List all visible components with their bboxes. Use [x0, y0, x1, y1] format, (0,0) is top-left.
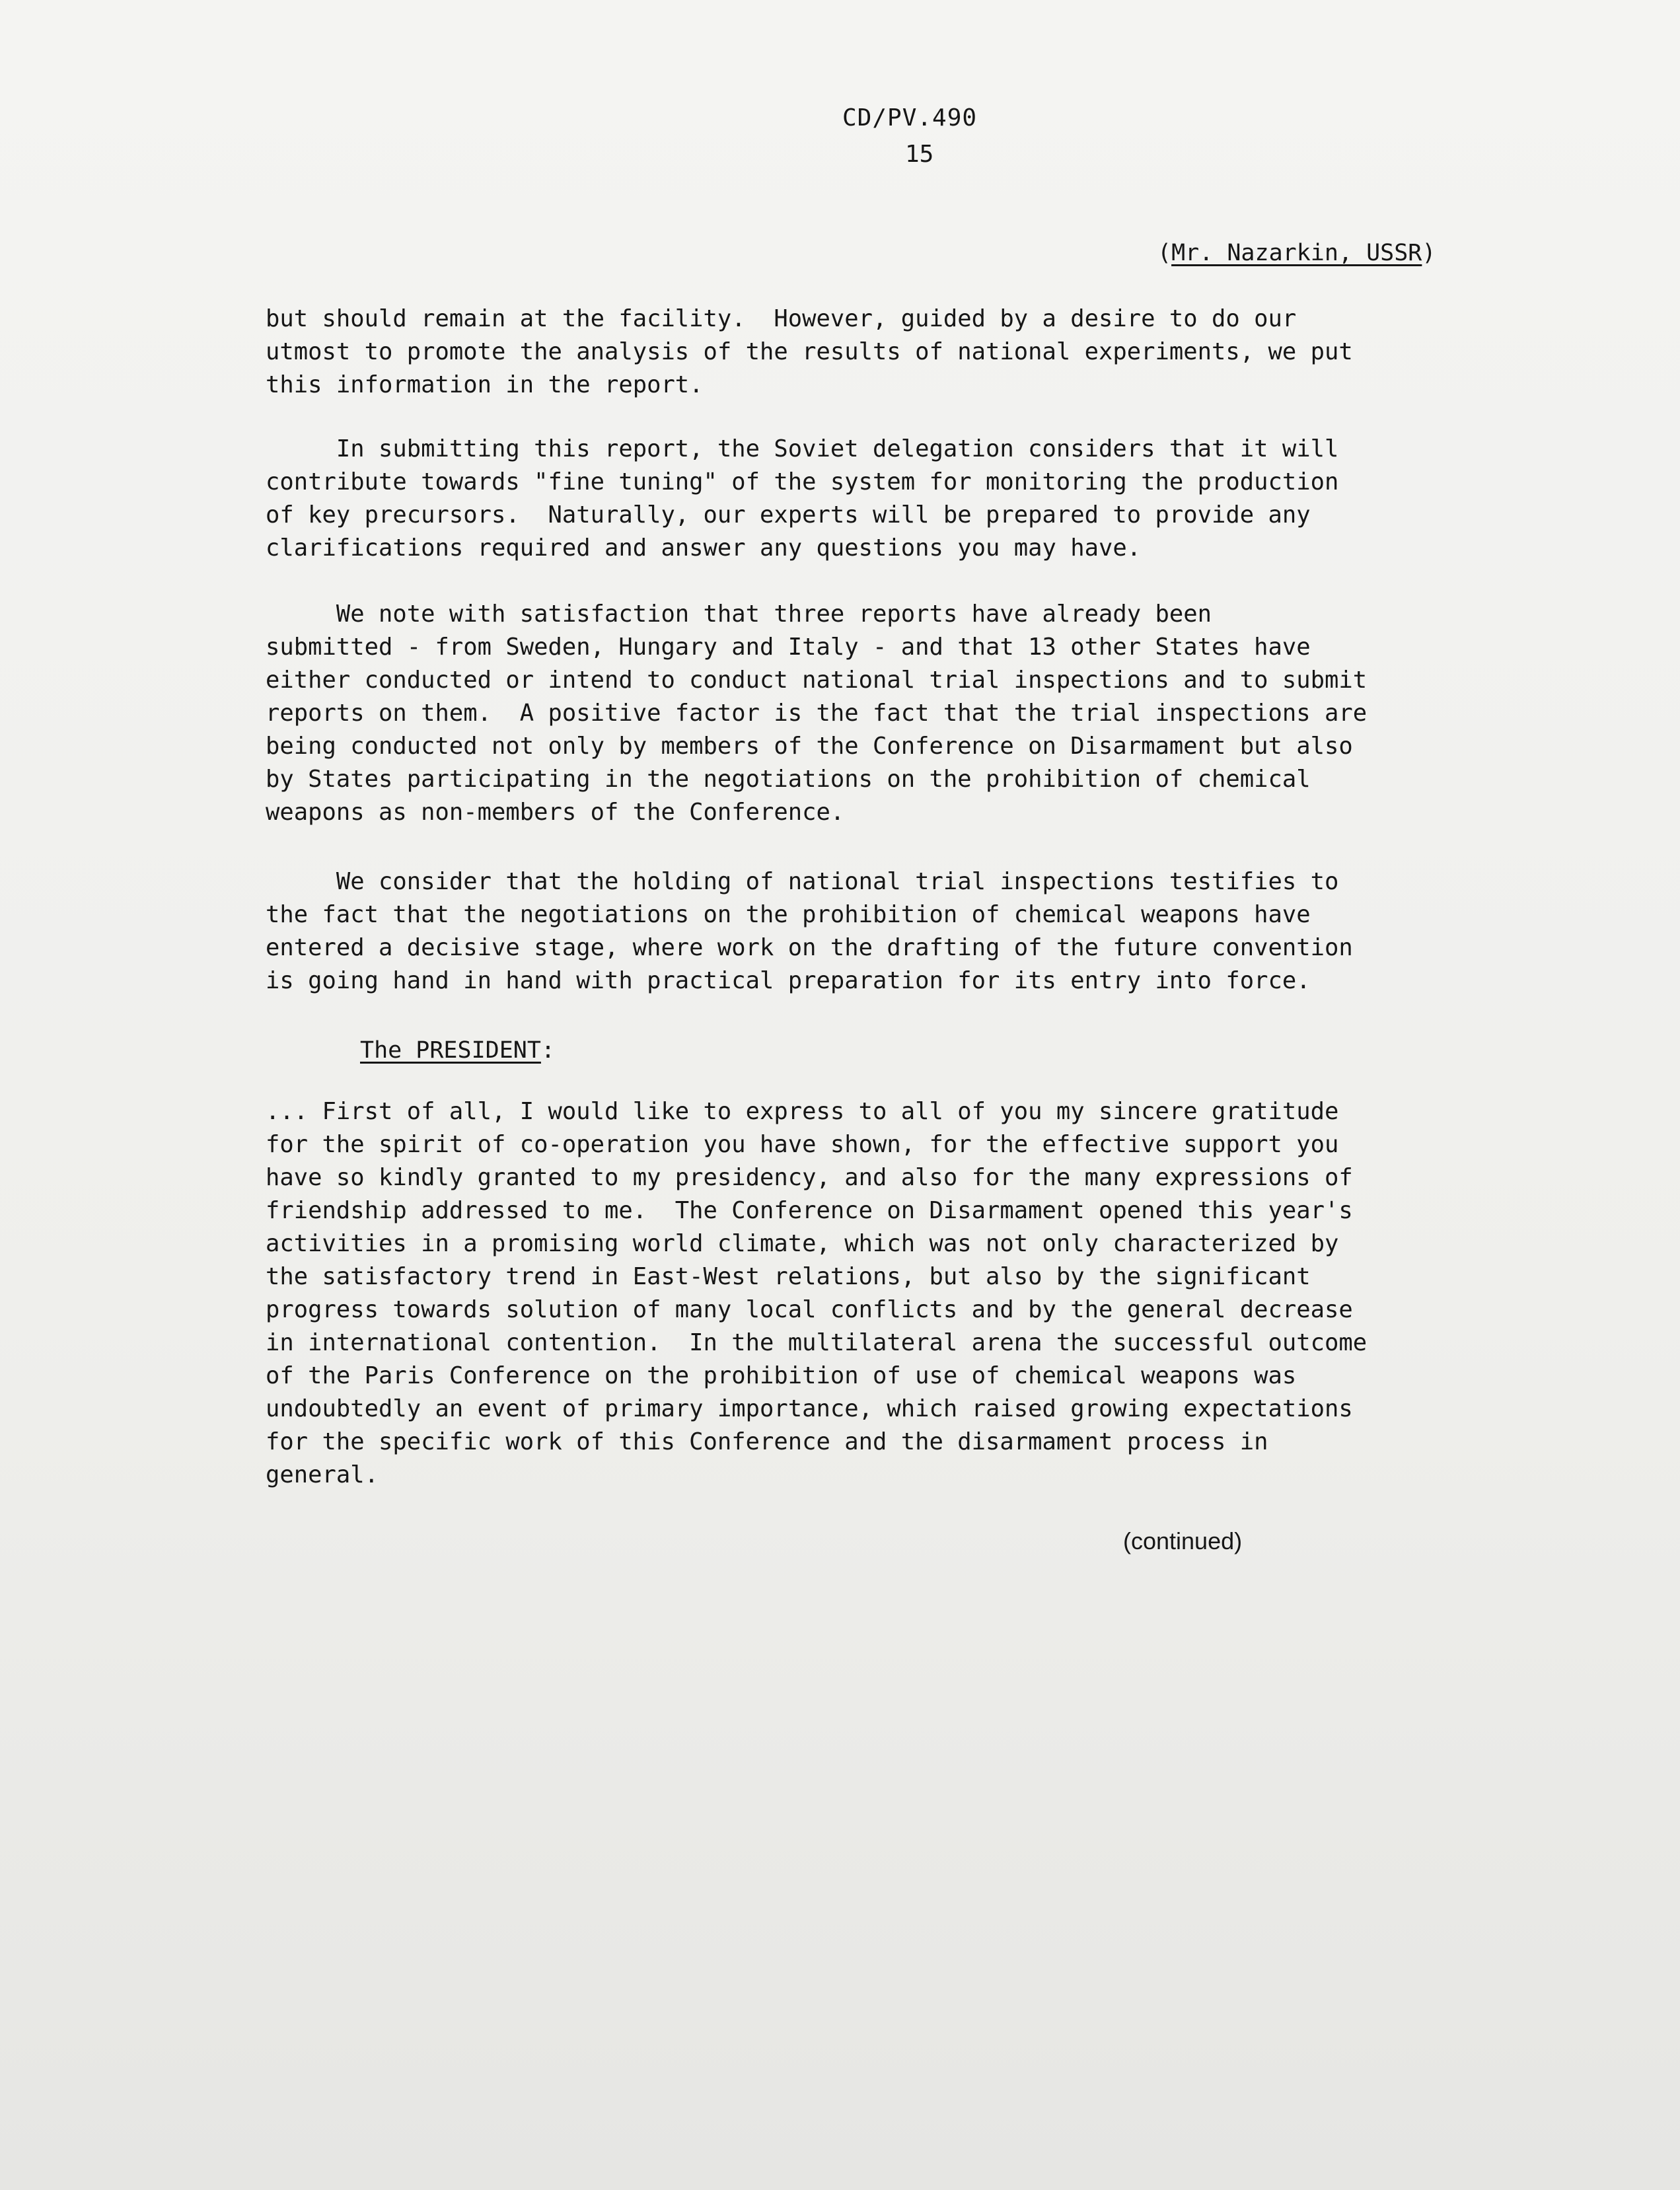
text-line: the satisfactory trend in East-West relations, but also by the significant	[266, 1263, 1311, 1290]
text-line: either conducted or intend to conduct national trial inspections and to submit	[266, 667, 1368, 694]
text-line: activities in a promising world climate, which was not only characterized by	[266, 1230, 1339, 1257]
text-line: We consider that the holding of national trial inspections testifies to	[266, 868, 1339, 895]
text-line: in international contention. In the multilateral arena the successful outcome	[266, 1329, 1368, 1356]
text-line: of the Paris Conference on the prohibition of use of chemical weapons was	[266, 1362, 1297, 1389]
president-colon: :	[540, 1037, 556, 1064]
speaker-attribution	[1157, 240, 1436, 266]
text-line: by States participating in the negotiations on the prohibition of chemical	[266, 766, 1311, 793]
text-line: ... First of all, I would like to express to all of you my sincere gratitude	[266, 1098, 1339, 1125]
paragraph-1	[266, 303, 1600, 402]
text-line: general.	[266, 1461, 379, 1488]
text-line: weapons as non-members of the Conference.	[266, 799, 845, 826]
speaker-close-paren: )	[1422, 240, 1436, 266]
president-heading	[360, 1037, 555, 1064]
president-label: The PRESIDENT	[360, 1037, 541, 1064]
page-number: 15	[905, 141, 934, 168]
text-line: but should remain at the facility. However, guided by a desire to do our	[266, 305, 1297, 332]
text-line: entered a decisive stage, where work on the drafting of the future convention	[266, 934, 1353, 961]
paragraph-3	[266, 598, 1600, 829]
text-line: utmost to promote the analysis of the results of national experiments, we put	[266, 338, 1353, 365]
text-line: the fact that the negotiations on the prohibition of chemical weapons have	[266, 901, 1311, 928]
text-line: undoubtedly an event of primary importance, which raised growing expectations	[266, 1395, 1353, 1422]
text-line: submitted - from Sweden, Hungary and Italy - and that 13 other States have	[266, 634, 1311, 661]
text-line: reports on them. A positive factor is the fact that the trial inspections are	[266, 700, 1368, 727]
text-line: progress towards solution of many local conflicts and by the general decrease	[266, 1296, 1353, 1323]
paragraph-4	[266, 865, 1600, 998]
text-line: In submitting this report, the Soviet delegation considers that it will	[266, 435, 1339, 462]
text-line: this information in the report.	[266, 371, 704, 398]
president-paragraph	[266, 1095, 1600, 1492]
text-line: contribute towards "fine tuning" of the system for monitoring the production	[266, 468, 1339, 495]
speaker-open-paren: (	[1157, 240, 1172, 266]
text-line: of key precursors. Naturally, our experts will be prepared to provide any	[266, 501, 1311, 529]
text-line: for the spirit of co-operation you have shown, for the effective support you	[266, 1131, 1339, 1158]
document-code: CD/PV.490	[842, 104, 978, 131]
text-line: have so kindly granted to my presidency, and also for the many expressions of	[266, 1164, 1353, 1191]
text-line: being conducted not only by members of the Conference on Disarmament but also	[266, 733, 1353, 760]
text-line: friendship addressed to me. The Conference on Disarmament opened this year's	[266, 1197, 1353, 1224]
continued-note: (continued)	[1123, 1527, 1243, 1554]
text-line: is going hand in hand with practical preparation for its entry into force.	[266, 967, 1311, 994]
text-line: clarifications required and answer any questions you may have.	[266, 534, 1142, 562]
text-line: for the specific work of this Conference and the disarmament process in	[266, 1428, 1268, 1455]
speaker-name: Mr. Nazarkin, USSR	[1171, 240, 1422, 266]
text-line: We note with satisfaction that three reports have already been	[266, 601, 1212, 628]
paragraph-2	[266, 433, 1600, 565]
